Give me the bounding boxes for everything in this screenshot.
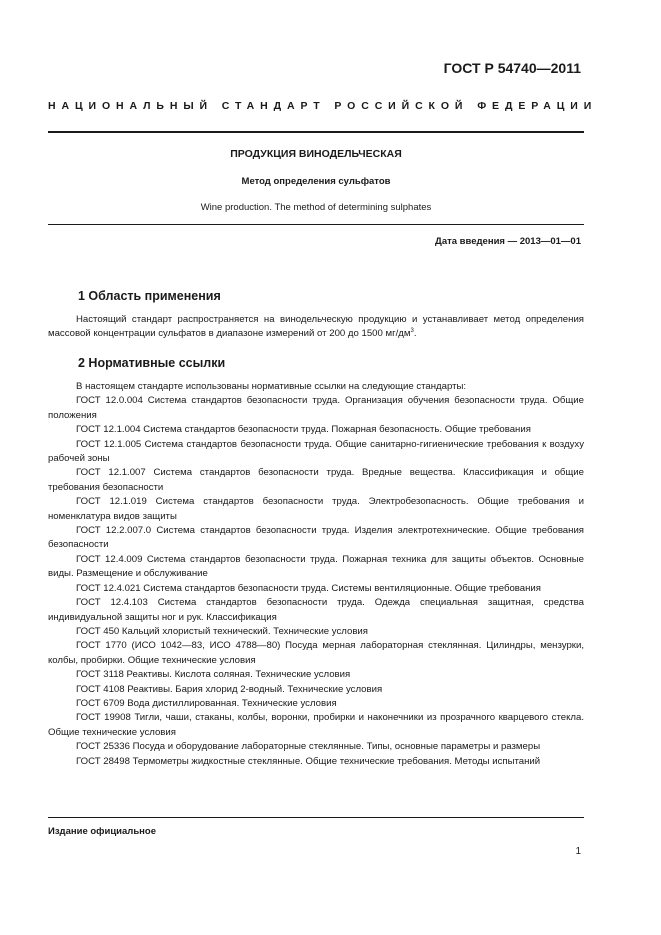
reference-item: ГОСТ 19908 Тигли, чаши, стаканы, колбы, воронки, пробирки и наконечники из прозрачного кварцевого стекла. Общие технические условия [48,712,584,738]
english-title: Wine production. The method of determining sulphates [200,202,432,213]
section-2-heading: 2 Нормативные ссылки [78,356,226,370]
reference-item: ГОСТ 12.2.007.0 Система стандартов безопасности труда. Изделия электротехнические. Общие требования безопасности [48,525,584,551]
header-divider [48,131,584,133]
reference-item: ГОСТ 12.1.005 Система стандартов безопасности труда. Общие санитарно-гигиенические требования к воздуху рабочей зоны [48,438,584,465]
reference-item: ГОСТ 450 Кальций хлористый технический. Технические условия [76,625,368,637]
page-number: 1 [575,846,581,857]
references-intro: В настоящем стандарте использованы нормативные ссылки на следующие стандарты: [76,381,467,392]
reference-item: ГОСТ 12.4.009 Система стандартов безопасности труда. Пожарная техника для защиты объектов. Основные виды. Размещение и обслуживание [48,553,584,580]
gost-code: ГОСТ Р 54740—2011 [443,60,581,76]
section-1-body: Настоящий стандарт распространяется на винодельческую продукцию и устанавливает метод определения массовой концентрации сульфатов в диапазоне измерений от 200 до 1500 мг/дм [48,314,584,340]
document-subtitle: Метод определения сульфатов [241,176,391,187]
section-1-text [48,313,584,342]
footer-divider [48,817,584,818]
reference-item: ГОСТ 12.0.004 Система стандартов безопасности труда. Организация обучения безопасности труда. Общие положения [48,395,584,421]
reference-item: ГОСТ 4108 Реактивы. Бария хлорид 2-водный. Технические условия [76,683,383,695]
reference-item: ГОСТ 12.1.007 Система стандартов безопасности труда. Вредные вещества. Классификация и общие требования безопасности [48,467,584,493]
reference-item: ГОСТ 6709 Вода дистиллированная. Технические условия [76,697,337,709]
reference-item: ГОСТ 12.1.004 Система стандартов безопасности труда. Пожарная безопасность. Общие требования [76,424,531,436]
title-divider [48,224,584,225]
reference-item: ГОСТ 3118 Реактивы. Кислота соляная. Технические условия [76,669,351,681]
references-list [48,380,584,769]
introduction-date: Дата введения — 2013—01—01 [435,236,581,247]
unit-superscript: 3 [410,328,414,335]
reference-item: ГОСТ 1770 (ИСО 1042—83, ИСО 4788—80) Посуда мерная лабораторная стеклянная. Цилиндры, мензурки, колбы, пробирки. Общие технические условия [48,640,584,666]
section-1-heading: 1 Область применения [78,289,221,303]
reference-item: ГОСТ 25336 Посуда и оборудование лабораторные стеклянные. Типы, основные параметры и размеры [76,741,541,753]
reference-item: ГОСТ 12.1.019 Система стандартов безопасности труда. Электробезопасность. Общие требования и номенклатура видов защиты [48,496,584,522]
reference-item: ГОСТ 12.4.021 Система стандартов безопасности труда. Системы вентиляционные. Общие требования [76,582,541,594]
reference-item: ГОСТ 28498 Термометры жидкостные стеклянные. Общие технические требования. Методы испытаний [76,755,541,767]
national-standard-banner: НАЦИОНАЛЬНЫЙ СТАНДАРТ РОССИЙСКОЙ ФЕДЕРАЦИИ [48,100,598,112]
document-title: ПРОДУКЦИЯ ВИНОДЕЛЬЧЕСКАЯ [230,148,402,160]
reference-item: ГОСТ 12.4.103 Система стандартов безопасности труда. Одежда специальная защитная, средства индивидуальной защиты ног и рук. Классификация [48,597,584,623]
official-edition-label: Издание официальное [48,826,156,837]
section-1-period: . [413,328,417,340]
